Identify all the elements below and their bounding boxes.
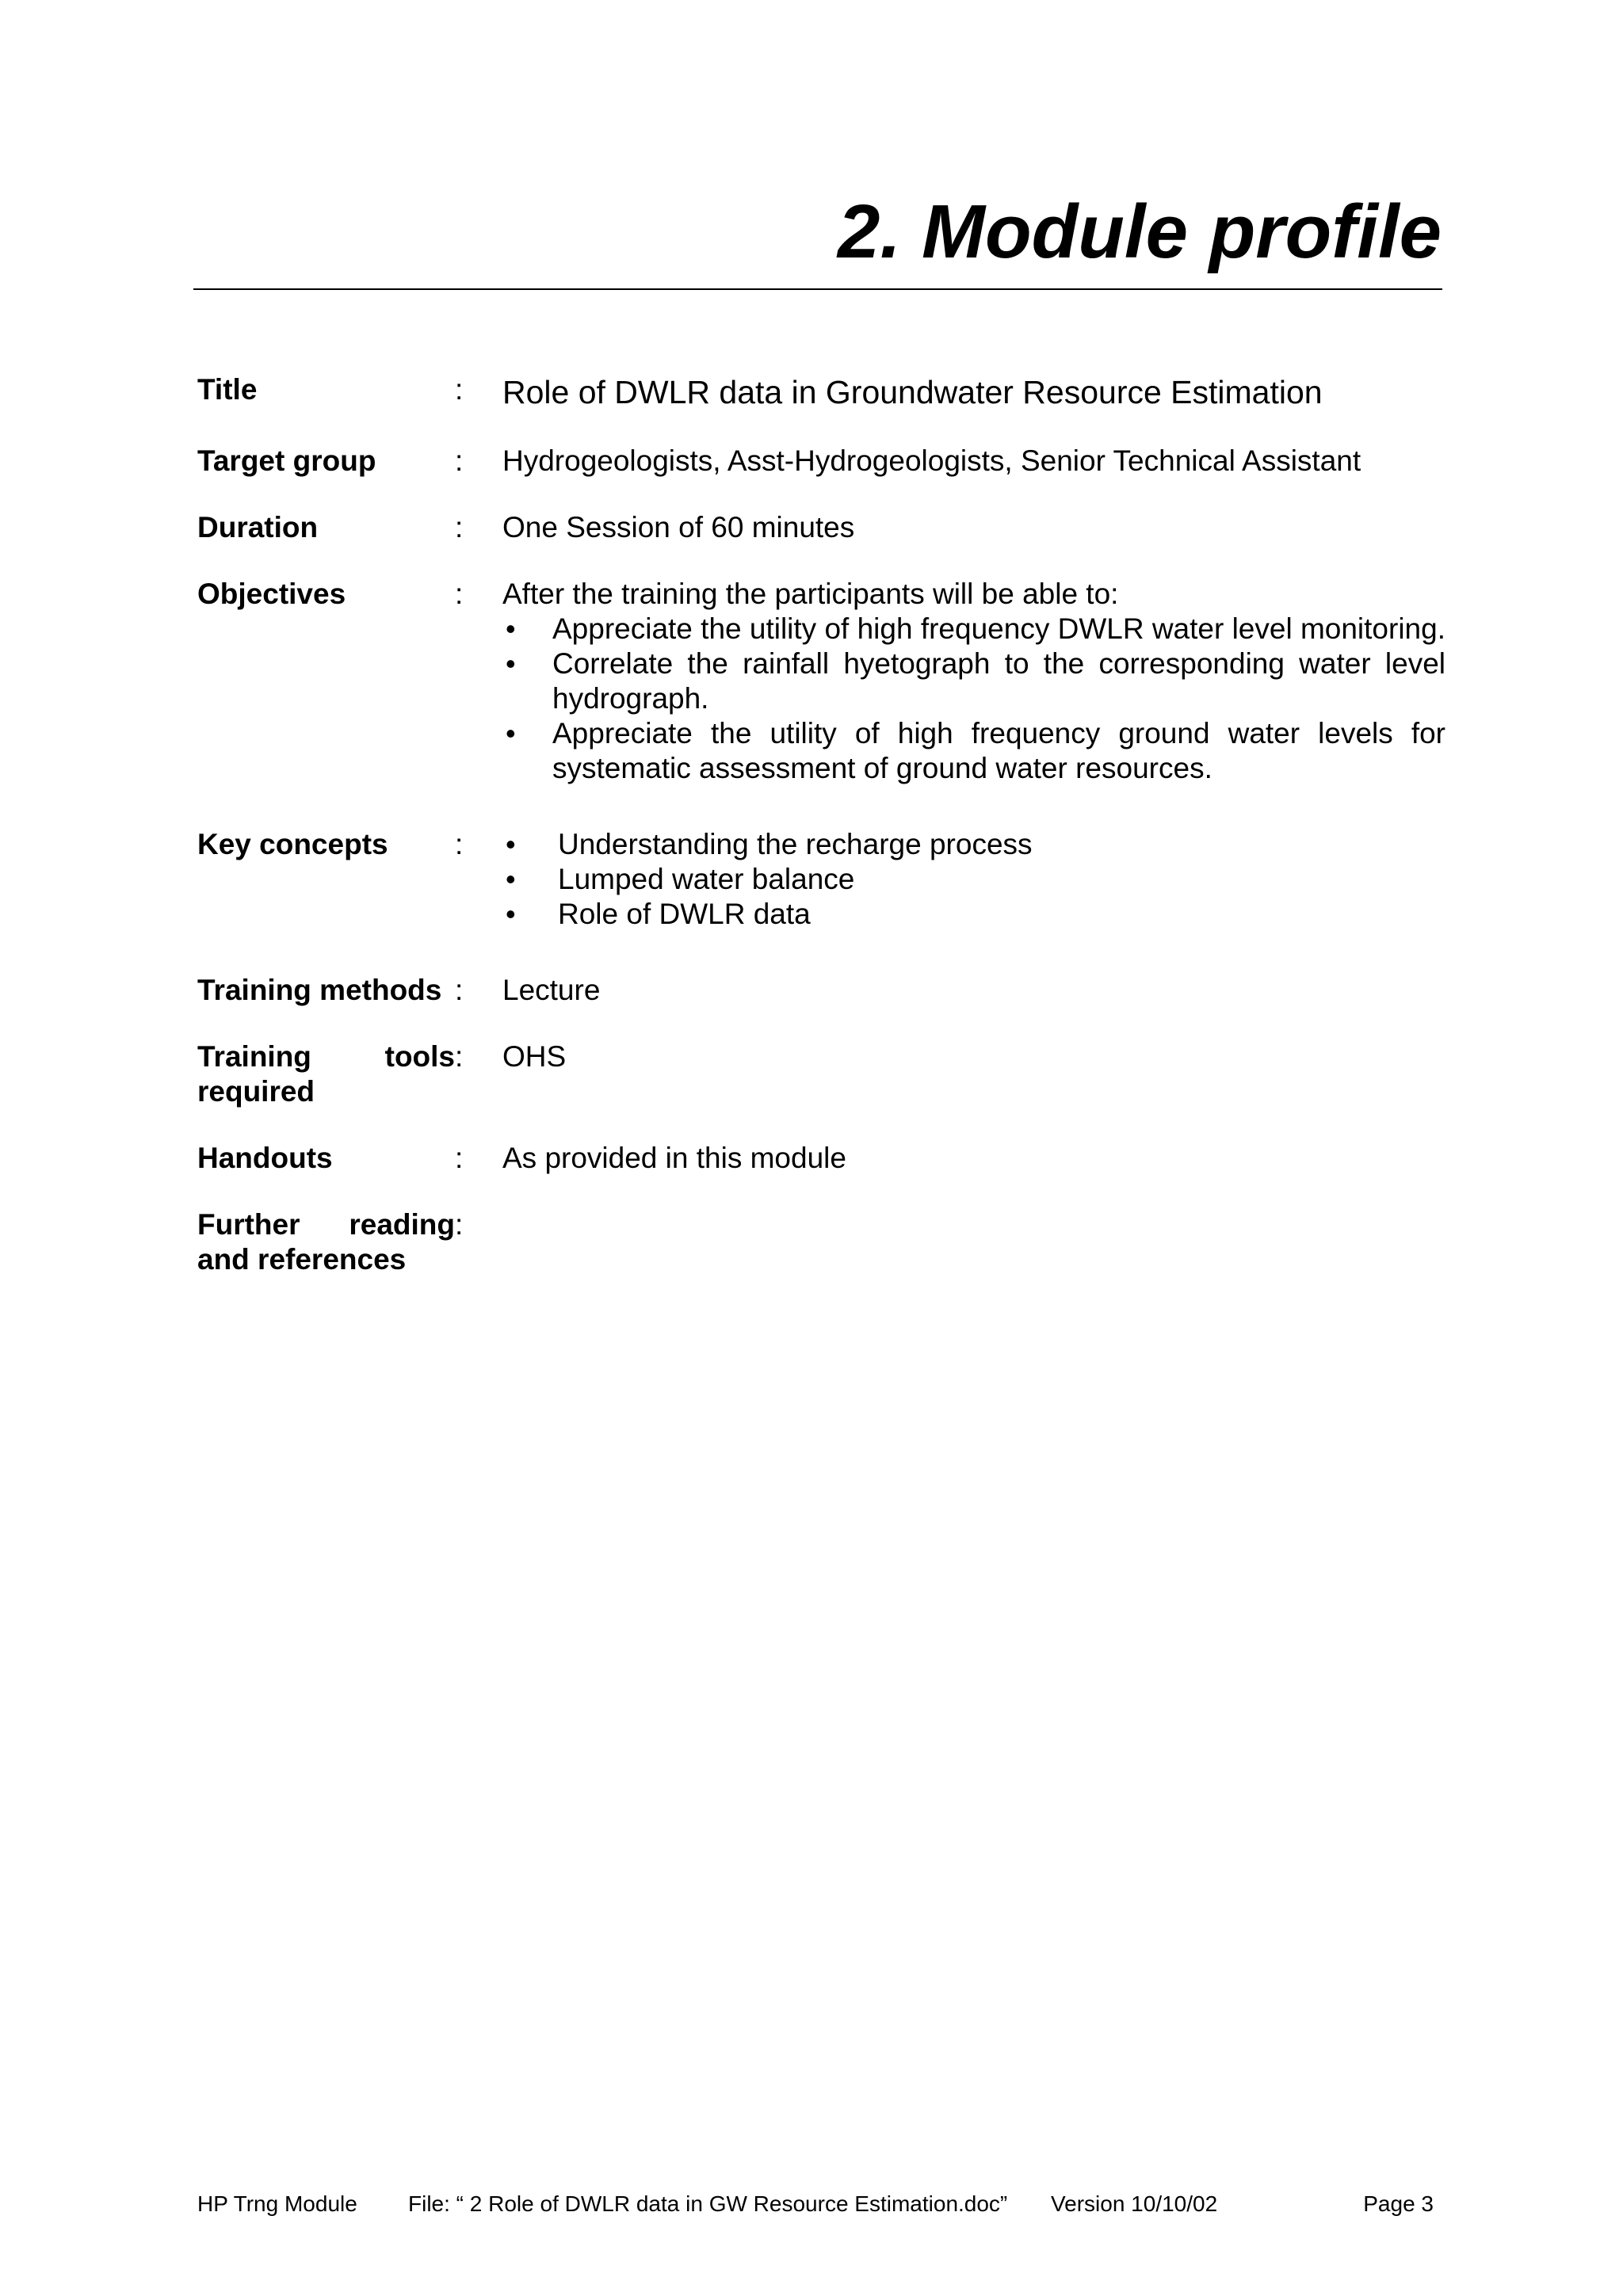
target-group-value: Hydrogeologists, Asst-Hydrogeologists, Senior Technical Assistant <box>502 444 1361 477</box>
footer-version: Version 10/10/02 <box>1051 2191 1218 2216</box>
title-value: Role of DWLR data in Groundwater Resource Estimation <box>502 374 1323 410</box>
heading-title: Module profile <box>922 189 1442 274</box>
profile-row-training-methods <box>197 973 1445 1008</box>
profile-row-further-reading <box>197 1207 1445 1277</box>
objectives-value <box>502 577 1445 786</box>
page-footer <box>197 2188 1434 2220</box>
handouts-separator: : <box>455 1142 464 1174</box>
training-methods-separator: : <box>455 974 464 1006</box>
objectives-label: Objectives <box>197 578 346 610</box>
profile-row-handouts <box>197 1141 1445 1176</box>
heading-rule <box>193 288 1442 290</box>
handouts-label: Handouts <box>197 1142 333 1174</box>
footer-page: Page 3 <box>1363 2191 1434 2216</box>
key-concepts-label: Key concepts <box>197 828 388 860</box>
duration-value: One Session of 60 minutes <box>502 511 855 543</box>
page-heading <box>193 190 1442 274</box>
profile-row-target-group <box>197 444 1445 479</box>
objectives-intro: After the training the participants will be able to: <box>502 578 1119 610</box>
profile-row-training-tools <box>197 1039 1445 1109</box>
objective-item: • Correlate the rainfall hyetograph to the corresponding water level hydrograph. <box>502 646 1445 716</box>
training-tools-separator: : <box>455 1040 464 1073</box>
further-reading-label: Further reading and references <box>197 1208 455 1276</box>
further-reading-value <box>502 1207 1445 1277</box>
target-group-label: Target group <box>197 444 376 477</box>
objective-item: • Appreciate the utility of high frequency DWLR water level monitoring. <box>502 612 1445 646</box>
objectives-list <box>502 612 1445 786</box>
profile-row-objectives <box>197 577 1445 786</box>
duration-label: Duration <box>197 511 319 543</box>
profile-row-duration <box>197 510 1445 545</box>
training-methods-label: Training methods <box>197 974 442 1006</box>
further-reading-separator: : <box>455 1208 464 1241</box>
heading-number: 2. <box>837 189 902 274</box>
key-concepts-list <box>502 827 1445 932</box>
objectives-separator: : <box>455 578 464 610</box>
handouts-value: As provided in this module <box>502 1142 846 1174</box>
target-group-separator: : <box>455 444 464 477</box>
key-concepts-separator: : <box>455 828 464 860</box>
duration-separator: : <box>455 511 464 543</box>
training-tools-value: OHS <box>502 1040 567 1073</box>
footer-file: File: “ 2 Role of DWLR data in GW Resource Estimation.doc” <box>408 2191 1008 2216</box>
footer-module: HP Trng Module <box>197 2191 357 2216</box>
objective-item: • Appreciate the utility of high frequency ground water levels for systematic assessment of ground water resources. <box>502 716 1445 786</box>
module-profile-table <box>197 372 1445 1309</box>
profile-row-key-concepts <box>197 827 1445 932</box>
key-concept-item: • Understanding the recharge process <box>502 827 1445 862</box>
profile-row-title <box>197 372 1445 412</box>
training-tools-label: Training tools required <box>197 1040 455 1108</box>
key-concept-item: • Lumped water balance <box>502 862 1445 897</box>
training-methods-value: Lecture <box>502 974 601 1006</box>
title-separator: : <box>455 373 464 406</box>
key-concepts-value <box>502 827 1445 932</box>
key-concept-item: • Role of DWLR data <box>502 897 1445 932</box>
title-label: Title <box>197 373 258 406</box>
